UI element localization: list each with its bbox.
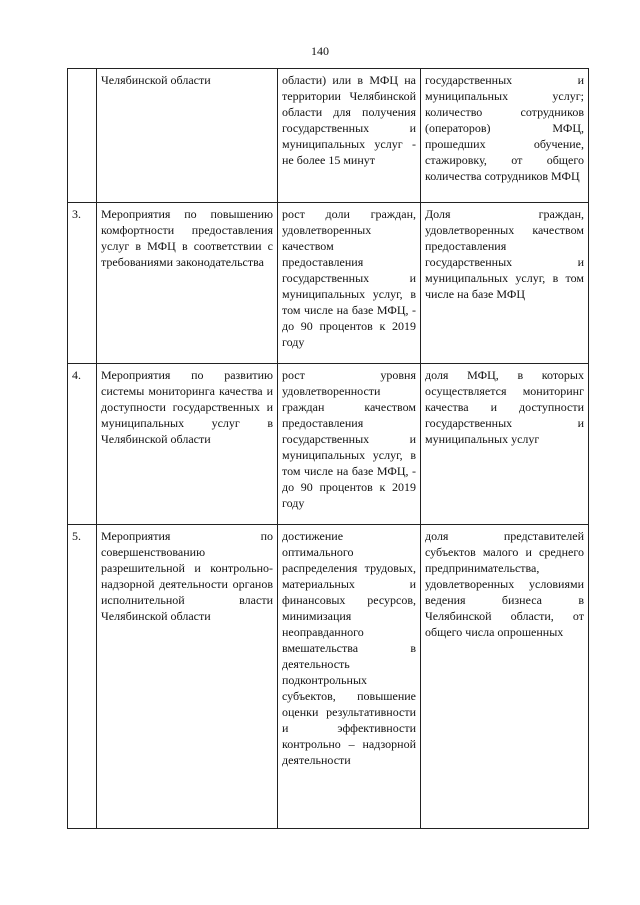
measure-cell: Мероприятия по повышению комфортности предоставления услуг в МФЦ в соответствии с требованиями законодательства [97, 203, 278, 364]
table-row [68, 364, 589, 525]
indicator-cell: области) или в МФЦ на территории Челябинской области для получения государственных и муниципальных услуг - не более 15 минут [278, 69, 421, 203]
row-number: 4. [68, 364, 97, 525]
table-row [68, 69, 589, 203]
measure-cell: Мероприятия по совершенствованию разрешительной и контрольно-надзорной деятельности органов исполнительной власти Челябинской области [97, 525, 278, 829]
table-row [68, 525, 589, 829]
measure-cell: Мероприятия по развитию системы мониторинга качества и доступности государственных и муниципальных услуг в Челябинской области [97, 364, 278, 525]
indicator-cell: рост уровня удовлетворенности граждан качеством предоставления государственных и муниципальных услуг, в том числе на базе МФЦ, - до 90 процентов к 2019 году [278, 364, 421, 525]
row-number: 3. [68, 203, 97, 364]
indicator-cell: рост доли граждан, удовлетворенных качеством предоставления государственных и муниципальных услуг, в том числе на базе МФЦ, - до 90 процентов к 2019 году [278, 203, 421, 364]
target-indicator-cell: доля представителей субъектов малого и среднего предпринимательства, удовлетворенных условиями ведения бизнеса в Челябинской области, от общего числа опрошенных [421, 525, 589, 829]
indicator-cell: достижение оптимального распределения трудовых, материальных и финансовых ресурсов, минимизация неоправданного вмешательства в деятельность подконтрольных субъектов, повышение оценки результативности и эффективности контрольно – надзорной деятельности [278, 525, 421, 829]
row-number [68, 69, 97, 203]
target-indicator-cell: доля МФЦ, в которых осуществляется мониторинг качества и доступности государственных и муниципальных услуг [421, 364, 589, 525]
target-indicator-cell: государственных и муниципальных услуг; количество сотрудников (операторов) МФЦ, прошедших обучение, стажировку, от общего количества сотрудников МФЦ [421, 69, 589, 203]
measures-table [67, 68, 589, 829]
row-number: 5. [68, 525, 97, 829]
table-row [68, 203, 589, 364]
target-indicator-cell: Доля граждан, удовлетворенных качеством предоставления государственных и муниципальных услуг, в том числе на базе МФЦ [421, 203, 589, 364]
measure-cell: Челябинской области [97, 69, 278, 203]
page-number: 140 [311, 44, 329, 58]
